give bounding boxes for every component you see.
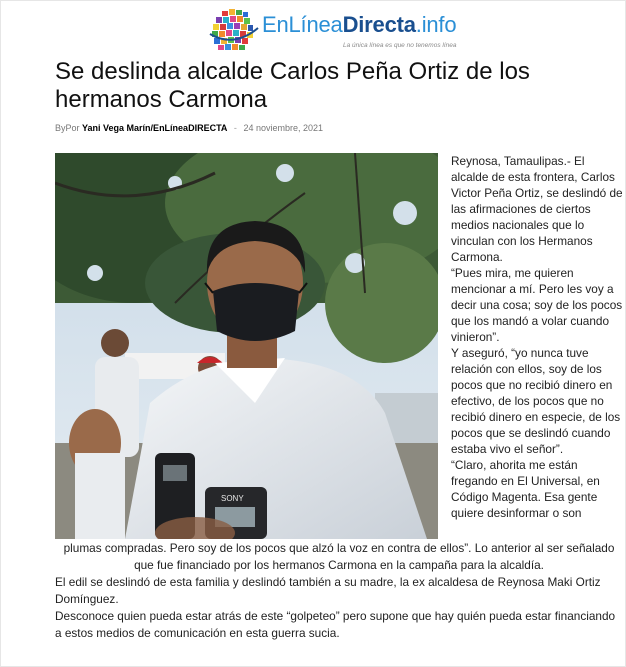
paragraph-3: Y aseguró, “yo nunca tuve relación con ellos, soy de los pocos que no recibió dinero en efectivo, de los pocos que no recibió dinero en especie, de los pocos que se deslindó cuando estaba vivo el señor”. — [451, 346, 621, 456]
article-side-text — [451, 153, 623, 521]
paragraph-4: “Claro, ahorita me están fregando en El Universal, en Código Magenta. Esa gente quiere desinformar o son — [451, 458, 600, 520]
article-body-text — [55, 540, 623, 642]
logo-tagline: La única línea es que no tenemos línea — [343, 42, 457, 49]
paragraph-2: “Pues mira, me quieren mencionar a mí. Pero les voy a decir una cosa; soy de los pocos que los mandó a volar cuando vinieron”. — [451, 266, 623, 344]
logo-part-3: .info — [415, 12, 457, 37]
byline — [55, 123, 323, 133]
paragraph-1: Reynosa, Tamaulipas.- El alcalde de esta frontera, Carlos Victor Peña Ortiz, se deslindó de las afirmaciones de ciertos medios nacionales que lo vinculan con los Hermanos Carmona. — [451, 154, 623, 264]
paragraph-6: El edil se deslindó de esta familia y deslindó también a su madre, la ex alcaldesa de Reynosa Maki Ortiz Domínguez. — [55, 575, 601, 606]
logo-part-1: EnLínea — [262, 12, 343, 37]
author-link[interactable]: Yani Vega Marín/EnLíneaDIRECTA — [82, 123, 228, 133]
article-title: Se deslinda alcalde Carlos Peña Ortiz de los hermanos Carmona — [55, 58, 530, 113]
article-photo — [55, 153, 438, 539]
site-logo[interactable] — [208, 8, 478, 54]
photo-scene — [55, 153, 438, 539]
logo-wordmark — [262, 12, 456, 38]
paragraph-5: plumas compradas. Pero soy de los pocos que alzó la voz en contra de ellos”. Lo anterior al ser señalado que fue financiado por los hermanos Carmona en la campaña para la alcaldía. — [63, 541, 615, 572]
byline-prefix: ByPor — [55, 123, 80, 133]
paragraph-7: Desconoce quien pueda estar atrás de este “golpeteo” pero supone que hay quién pueda estar financiando a estos medios de comunicación en esta guerra sucia. — [55, 609, 616, 640]
publish-date: 24 noviembre, 2021 — [243, 123, 323, 133]
logo-part-2: Directa — [342, 12, 416, 37]
byline-separator: - — [233, 123, 237, 133]
globe-mosaic-icon — [208, 8, 260, 54]
recorder-brand: SONY — [221, 494, 244, 503]
